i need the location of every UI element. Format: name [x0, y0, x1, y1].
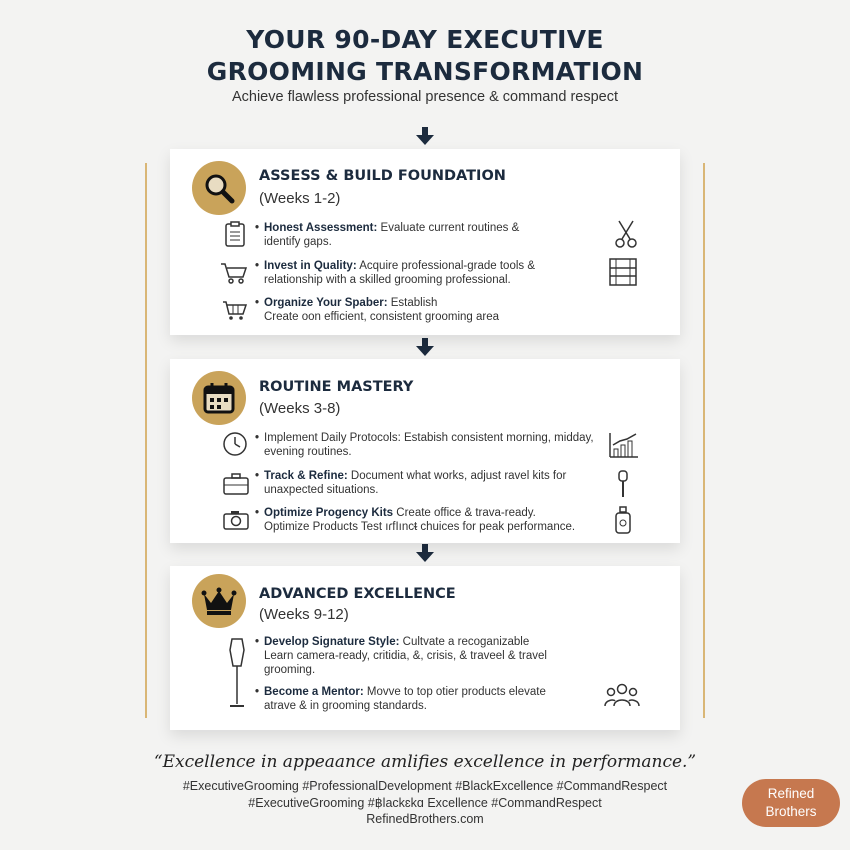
list-item: • Honest Assessment: Evaluate current routines & identify gaps. — [255, 222, 520, 248]
left-gold-rule — [145, 163, 147, 718]
right-gold-rule — [703, 163, 705, 718]
phase-weeks: (Weeks 9-12) — [259, 606, 349, 623]
page-subtitle: Achieve flawless professional presence & command respect — [231, 89, 619, 105]
down-arrow-icon — [416, 346, 434, 356]
clipboard-icon — [224, 221, 246, 247]
camera-icon — [222, 509, 250, 531]
growth-chart-icon — [608, 431, 640, 459]
scissors-icon — [614, 219, 638, 249]
brand-badge — [742, 779, 840, 827]
crown-icon — [192, 574, 246, 628]
list-item: • Implement Daily Protocols: Estabish consistent morning, midday, evening routines. — [255, 432, 594, 458]
down-arrow-icon — [416, 135, 434, 145]
razor-icon — [616, 469, 630, 499]
title-line-2: GROOMING TRANSFORMATION — [206, 57, 644, 86]
list-item: • Track & Refine: Document what works, adjust ravel kits for unaxpected situations. — [255, 470, 567, 496]
calendar-icon — [192, 371, 246, 425]
magnifier-icon — [192, 161, 246, 215]
website-link[interactable]: RefinedBrothers.com — [366, 812, 484, 826]
phase-card-excellence — [170, 566, 680, 730]
brand-line-1: Refined — [767, 786, 815, 801]
cart-icon — [220, 261, 248, 285]
phase-title: ASSESS & BUILD FOUNDATION — [259, 168, 506, 184]
list-item: • Organize Your Spaber: Establish Create oon efficient, consistent grooming area — [255, 297, 500, 323]
list-item: • Develop Signature Style: Cultvate a recoganizable Learn camera-ready, critidia, &, crisis, & traveel & travel grooming. — [255, 636, 547, 676]
down-arrow-icon — [416, 552, 434, 562]
list-item: • Invest in Quality: Acquire professional-grade tools & relationship with a skilled grooming professional. — [255, 260, 536, 286]
title-line-1: YOUR 90-DAY EXECUTIVE — [246, 25, 604, 54]
brand-line-2: Brothers — [765, 804, 817, 819]
hashtags-line-2: #ExecutiveGrooming #฿lackɛkɑ Excellence #CommandRespect — [248, 796, 602, 810]
hashtags-line-1: #ExecutiveGrooming #ProfessionalDevelopment #BlackExcellence #CommandRespect — [182, 779, 668, 793]
phase-weeks: (Weeks 1-2) — [259, 190, 341, 207]
phase-card-foundation — [170, 149, 680, 335]
clock-icon — [222, 431, 248, 457]
quote-text: “Excellence in appeaance amlifies excellence in performance.” — [153, 752, 697, 772]
people-icon — [604, 682, 640, 708]
briefcase-icon — [222, 472, 250, 496]
bottle-icon — [614, 505, 632, 535]
phase-title: ADVANCED EXCELLENCE — [259, 586, 456, 602]
phase-weeks: (Weeks 3-8) — [259, 400, 341, 417]
shelf-icon — [608, 257, 638, 287]
page-title — [0, 24, 850, 88]
mannequin-icon — [226, 636, 248, 710]
list-item: • Optimize Progency Kits Create office & trava-ready. Optimize Products Test ıɾfIıncᵵ chuices for peak performance. — [255, 507, 576, 533]
list-item: • Become a Mentor: Movve to top otier products elevate atrave & in grooming standards. — [255, 686, 546, 712]
basket-icon — [222, 299, 248, 321]
phase-card-routine — [170, 359, 680, 543]
phase-title: ROUTINE MASTERY — [259, 379, 414, 395]
